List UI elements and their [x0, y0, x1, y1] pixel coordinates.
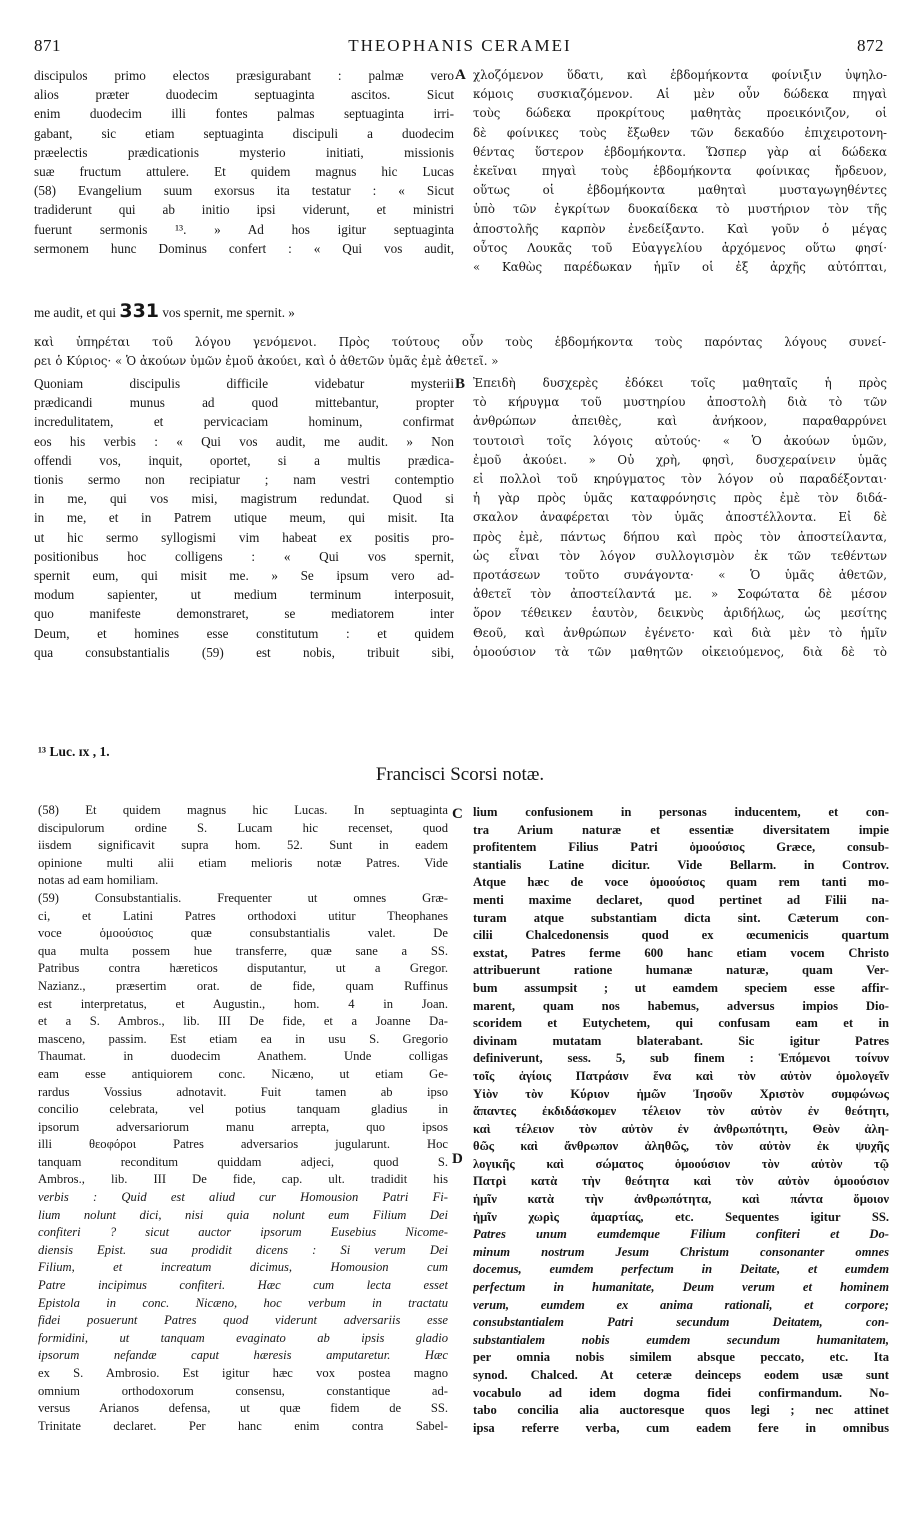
- greek-line: προτάσεων τοῦτο συνάγοντα· « Ὁ ὑμᾶς ἀθετῶν,: [473, 568, 887, 583]
- note-line: confiteri ? sicut auctor ipsorum Eusebius Nicome-: [38, 1225, 448, 1240]
- latin-line: incredulitatem, et pervicaciam hominum, confirmat: [34, 414, 454, 430]
- note-line: notas ad eam homiliam.: [38, 873, 159, 888]
- greek-line: χλοζόμενον ὕδατι, καὶ ἑβδομήκοντα φοίνιξιν ὑψηλο-: [473, 68, 887, 82]
- latin-line: sermonem hunc Dominus confert : « Qui vos audit,: [34, 240, 454, 256]
- note-line: synod. Chalced. At ceteræ deinceps eodem usæ sunt: [473, 1368, 889, 1382]
- note-line: profitentem Filius Patri ὁμοούσιος Græce, consub-: [473, 840, 889, 855]
- note-line: tabo concilia alia auctoresque quos legi ; nec attinet: [473, 1403, 889, 1418]
- note-line: καὶ τέλειον τὸν αὐτὸν ἐν ἀνθρωπότητι, Θεὸν ἀλη-: [473, 1121, 889, 1136]
- section-marker-d: D: [452, 1151, 463, 1167]
- note-line: cilii Chalcedonensis quod ex œcumenicis quartum: [473, 928, 889, 943]
- note-line: concilio celebrata, vel potius tanquam gladius in: [38, 1102, 448, 1117]
- note-line: λογικῆς καὶ σώματος ὁμοούσιον τὸν αὐτὸν τῷ: [473, 1156, 889, 1171]
- latin-line-text: vos spernit, me spernit. »: [162, 305, 295, 320]
- greek-line: καὶ ὑπηρέται τοῦ λόγου γενόμενοι. Πρὸς τούτους οὖν τοὺς ἑβδομήκοντα τοὺς παρόντας λόγους συνεί-: [34, 335, 886, 349]
- greek-line: κόμοις συσκιαζόμενον. Αἱ μὲν οὖν δώδεκα πηγαὶ: [473, 87, 887, 102]
- note-line: Filium, et increatum dicimus, Homousion cum: [38, 1260, 448, 1275]
- greek-line: Θεοῦ, καὶ ἀνθρώπων ἐγένετο· καὶ διὰ μὲν τὸ ἡμῖν: [473, 625, 887, 640]
- section-marker-c: C: [452, 806, 463, 822]
- note-line: illi θεοφόροι Patres adversarios jugularunt. Hoc: [38, 1137, 448, 1152]
- latin-line-text: me audit, et qui: [34, 305, 117, 320]
- greek-line: Ἐπειδὴ δυσχερὲς ἐδόκει τοῖς μαθηταῖς ἡ πρὸς: [473, 376, 887, 390]
- running-title: THEOPHANIS CERAMEI: [348, 36, 572, 55]
- note-line: bum assumpsit ; ut eamdem speciem esse affir-: [473, 980, 889, 995]
- section-marker-b: B: [455, 376, 466, 392]
- note-line: tra Arium naturæ et essentiæ diversitatem impie: [473, 822, 889, 837]
- note-line: exstat, Patres ferme 600 hanc etiam vocem Christo: [473, 945, 889, 960]
- greek-line: ὡς εἶναι τὸν λόγον συλλογισμὸν ἐκ τῶν τεθέντων: [473, 548, 887, 563]
- latin-line: modum sapienter, ut medium terminum interposuit,: [34, 587, 454, 603]
- greek-line: ἡ γὰρ πρὸς ὑμᾶς καταφρόνησις πρὸς ἐμὲ τὸν διδά-: [473, 491, 887, 506]
- latin-column-a-last-line: [34, 302, 454, 322]
- greek-line: τὸ κήρυγμα τοῦ μυστηρίου ἀποστολὴ διὰ τὸ τῶν: [473, 395, 887, 410]
- note-line: opinione multi alii etiam melioris notæ Patres. Vide: [38, 855, 448, 870]
- greek-line: οὕτως οἱ ἑβδομήκοντα μαθηταὶ μυσταγωγηθέντες: [473, 183, 887, 198]
- note-line: Thaumat. in duodecim Anathem. Unde colligas: [38, 1049, 448, 1064]
- note-line: Patre incipimus confiteri. Hæc cum lecta esset: [38, 1278, 448, 1293]
- note-line: Atque hæc de voce ὁμοούσιος quam rem tanti mo-: [473, 875, 889, 890]
- left-page-number: 871: [34, 36, 61, 55]
- note-line: substantialem nobis eumdem secundum humanitatem,: [473, 1332, 889, 1347]
- note-line: Patres unum eumdemque Filium confiteri et Do-: [473, 1227, 889, 1242]
- greek-line: οὗτος Λουκᾶς τοῦ Εὐαγγελίου ἀρχόμενος οὕτω φησί·: [473, 240, 887, 255]
- note-line: definiverunt, sess. 5, sub finem : Ἑπόμενοι τοίνυν: [473, 1051, 889, 1066]
- note-line: (58) Et quidem magnus hic Lucas. In septuaginta: [38, 803, 448, 817]
- latin-line: (58) Evangelium suum exorsus ita testatur : « Sicut: [34, 183, 454, 199]
- note-line: vocabulo ad idem dogma fidei confirmandum. No-: [473, 1385, 889, 1400]
- note-line: ipsorum adversariorum manu arrepta, quo ipsos: [38, 1119, 448, 1134]
- note-line: lium nolunt dici, nisi quia nolunt eum Filium Dei: [38, 1207, 448, 1222]
- note-line: turam atque substantiam dicta sint. Cæterum con-: [473, 910, 889, 925]
- greek-line: σκαλον ἀναφέρεται τὸν ὑμᾶς ἀποστέλλοντα. Εἰ δὲ: [473, 510, 887, 525]
- greek-line: ὑπὸ τῶν ἐγκρίτων δυοκαίδεκα τὸ μυστήριον τὸν τῆς: [473, 202, 887, 217]
- note-line: tanquam reconditum quiddam adjeci, quod S.: [38, 1154, 448, 1169]
- note-line: versus Arianos defensa, ut quæ fidem de SS.: [38, 1401, 448, 1416]
- note-line: Υἱὸν τὸν Κύριον ἡμῶν Ἰησοῦν Χριστὸν συμφώνως: [473, 1086, 889, 1101]
- note-line: est interpretatus, et Augustin., hom. 4 in Joan.: [38, 996, 448, 1011]
- note-line: attribuerunt ratione humanæ naturæ, quam Ver-: [473, 963, 889, 978]
- greek-line: τουτοισὶ τοῖς λόγοις αὐτούς· « Ὁ ἀκούων ὑμῶν,: [473, 433, 887, 448]
- greek-line: ὁμοούσιον τὰ τῶν μαθητῶν οἰκειούμενος, διὰ δὲ τὸ: [473, 644, 887, 659]
- note-line: voce ὁμοούσιος quæ consubstantialis valet. De: [38, 926, 448, 941]
- greek-column-a: [473, 66, 887, 277]
- note-line: verbis : Quid est aliud cur Homousion Patri Fi-: [38, 1190, 448, 1205]
- note-line: divinam mutatam blaterabant. Sic igitur Patres: [473, 1033, 889, 1048]
- notes-left-column: [38, 802, 448, 1435]
- greek-full-width-block: [34, 333, 886, 371]
- greek-line: ἐμοῦ ἀκούει. » Οὐ χρὴ, φησὶ, δυσχεραίνειν ὑμᾶς: [473, 452, 887, 467]
- note-line: masceno, passim. Est etiam ea in usu S. Gregorio: [38, 1031, 448, 1046]
- note-line: Patribus contra hæreticos disputantur, ut a Gregor.: [38, 961, 448, 976]
- latin-line: ut hic sermo syllogismi vim habeat ex positis pro-: [34, 529, 454, 545]
- latin-line: discipulos primo electos præsigurabant : palmæ vero: [34, 68, 454, 83]
- greek-line: ἀνθρώπων ἀπειθὲς, καὶ ἀνήκοον, παραθαρρύνει: [473, 414, 887, 429]
- latin-column-a: [34, 66, 454, 258]
- note-line: verum, eumdem ex anima rationali, et corpore;: [473, 1297, 889, 1312]
- note-line: (59) Consubstantialis. Frequenter ut omnes Græ-: [38, 890, 448, 905]
- note-line: ci, et Latini Patres orthodoxi utitur Theophanes: [38, 908, 448, 923]
- note-line: ἅπαντες ἐκδιδάσκομεν τέλειον τὸν αὐτὸν ἐν θεότητι,: [473, 1104, 889, 1119]
- note-line: ἡμῖν κατὰ τὴν ἀνθρωπότητα, καὶ πάντα ὅμοιον: [473, 1192, 889, 1207]
- greek-line: ὅρον τέθεικεν ἑαυτὸν, δεικνὺς ἀριδήλως, ὡς μεσίτης: [473, 606, 887, 621]
- latin-line: qua consubstantialis (59) est nobis, tribuit sibi,: [34, 644, 454, 660]
- latin-line: suæ fructum attulere. Et quidem magnus hic Lucas: [34, 164, 454, 180]
- note-line: lium confusionem in personas inducentem, et con-: [473, 805, 889, 819]
- latin-line: Quoniam discipulis difficile videbatur mysterii: [34, 376, 454, 391]
- latin-line: spernit eum, qui misit me. » Se ipsum vero ad-: [34, 568, 454, 584]
- latin-line: in me, qui vos misi, magistrum redundat. Quod si: [34, 491, 454, 507]
- note-line: docemus, eumdem perfectum in Deitate, et eumdem: [473, 1262, 889, 1277]
- note-line: diensis Epist. sua prodidit dicens : Si verum Dei: [38, 1242, 448, 1257]
- notes-right-column: [473, 804, 889, 1437]
- notes-title: Francisci Scorsi notæ.: [375, 764, 545, 785]
- latin-line: Deum, et homines esse constitutum : et quidem: [34, 625, 454, 641]
- note-line: scoridem et Eutychetem, qui confusam eam et in: [473, 1016, 889, 1031]
- note-line: θῶς καὶ ἄνθρωπον ἀληθῶς, τὸν αὐτὸν ἐκ ψυχῆς: [473, 1139, 889, 1154]
- note-line: menti maxime declaret, quod pertinet ad Filii na-: [473, 892, 889, 907]
- section-marker-a: A: [455, 67, 466, 83]
- latin-line: fuerunt sermonis ¹³. » Ad hos igitur septuaginta: [34, 221, 454, 237]
- greek-line: ρει ὁ Κύριος· « Ὁ ἀκούων ὑμῶν ἐμοῦ ἀκούει, καὶ ὁ ἀθετῶν ὑμᾶς ἐμὲ ἀθετεῖ. »: [34, 354, 499, 368]
- greek-line: θέντας ὕστερον ἑβδομήκοντα. Ὥσπερ γὰρ αἱ δώδεκα: [473, 144, 887, 159]
- note-line: ipsa referre verba, cum eadem fere in omnibus: [473, 1420, 889, 1435]
- greek-line: δὲ φοίνικες τοὺς ἔξωθεν τῶν δεκαδύο ἐπιχειροτονη-: [473, 125, 887, 140]
- latin-line: præelectis prædicationis mysterio initiati, missionis: [34, 144, 454, 160]
- latin-line: quo manifeste demonstraret, se mediatorem inter: [34, 606, 454, 622]
- note-line: omnium orthodoxorum consensu, constantique ad-: [38, 1383, 448, 1398]
- greek-line: τοὺς δώδεκα προκρίτους μαθητὰς προεικόνιζον, οἱ: [473, 106, 887, 121]
- note-line: consubstantialem Patri secundum Deitatem, con-: [473, 1315, 889, 1330]
- note-line: fidei posuerunt Patres quod viderunt adversariis esse: [38, 1313, 448, 1328]
- latin-line: gabant, sic etiam septuaginta discipuli a duodecim: [34, 125, 454, 141]
- note-line: iisdem significavit supra hom. 52. Sunt in eadem: [38, 838, 448, 853]
- latin-line: eos his verbis : « Qui vos audit, me audit. » Non: [34, 433, 454, 449]
- latin-line: enim duodecim illi fontes palmas septuaginta irri-: [34, 106, 454, 122]
- note-line: formidini, ut tanquam evaginato ab ipsis gladio: [38, 1330, 448, 1345]
- latin-line: alios præter duodecim septuaginta ascitos. Sicut: [34, 87, 454, 103]
- note-line: ἡμῖν χωρὶς ἁμαρτίας, etc. Sequentes igitur SS.: [473, 1209, 889, 1224]
- latin-line: prædicandi munus ad quod mittebantur, propter: [34, 395, 454, 411]
- note-line: per omnia nobis similem absque peccato, etc. Ita: [473, 1350, 889, 1365]
- note-line: Ambros., lib. III De fide, cap. ult. tradidit his: [38, 1172, 448, 1187]
- note-line: et a S. Ambros., lib. III De fide, et a Joanne Da-: [38, 1014, 448, 1029]
- note-line: Nazianz., præsertim orat. de fide, quam Ruffinus: [38, 978, 448, 993]
- footnote: ¹³ Luc. ɪx , 1.: [38, 744, 110, 759]
- greek-line: πρὸς ἐμὲ, πάντως δήπου καὶ πρὸς τὸν ἀποστείλαντα,: [473, 529, 887, 544]
- note-line: qua multa possem hue transferre, quæ sane a SS.: [38, 943, 448, 958]
- note-line: Πατρὶ κατὰ τὴν θεότητα καὶ τὸν αὐτὸν ὁμοούσιον: [473, 1174, 889, 1189]
- latin-line: offendi vos, inquit, oportet, si a multis prædica-: [34, 452, 454, 468]
- inline-page-number: 331: [119, 302, 160, 322]
- note-line: eam esse antiquiorem conc. Nicæno, ut etiam Ge-: [38, 1066, 448, 1081]
- note-line: stantialis Latine dicitur. Vide Bellarm. in Controv.: [473, 857, 889, 872]
- note-line: τοῖς ἁγίοις Πατράσιν ἕνα καὶ τὸν αὐτὸν ὁμολογεῖν: [473, 1068, 889, 1083]
- note-line: discipulorum ordine S. Lucam hic recenset, quod: [38, 820, 448, 835]
- note-line: Trinitate declaret. Per hanc enim contra Sabel-: [38, 1418, 448, 1433]
- latin-line: tradiderunt qui ab initio ipsi viderunt, et ministri: [34, 202, 454, 218]
- note-line: minum nostrum Jesum Christum consonanter omnes: [473, 1244, 889, 1259]
- latin-line: tionis sermo non recipiatur ; nam vestri contemptio: [34, 472, 454, 488]
- note-line: rardus Vossius adnotavit. Fuit tamen ab ipso: [38, 1084, 448, 1099]
- greek-column-b: [473, 374, 887, 662]
- greek-line: « Καθὼς παρέδωκαν ἡμῖν οἱ ἐξ ἀρχῆς αὐτόπται,: [473, 260, 887, 275]
- latin-line: in me, et in Patrem utique meum, qui misit. Ita: [34, 510, 454, 526]
- note-line: Epistola in conc. Nicæno, hoc verbum in tractatu: [38, 1295, 448, 1310]
- right-page-number: 872: [857, 36, 884, 55]
- note-line: perfectum in humanitate, Deum verum et hominem: [473, 1280, 889, 1295]
- note-line: ipsorum nefandæ caput hæresis amputaretur. Hæc: [38, 1348, 448, 1363]
- greek-line: εἰ πολλοὶ τοῦ κηρύγματος τὸν λόγον οὐ παραδέξονται·: [473, 472, 887, 487]
- note-line: ex S. Ambrosio. Est igitur hæc vox postea magno: [38, 1366, 448, 1380]
- greek-line: ἐκεῖναι πηγαὶ τοὺς ἑβδομήκοντα φοίνικας ἤρδευον,: [473, 164, 887, 179]
- note-line: marent, quam nos habemus, adversus impios Dio-: [473, 998, 889, 1013]
- latin-column-b: [34, 374, 454, 662]
- greek-line: ἀθετεῖ τὸν ἀποστείλαντά με. » Σοφώτατα δὲ μέσον: [473, 587, 887, 602]
- latin-line: positionibus hoc colligens : « Qui vos spernit,: [34, 548, 454, 564]
- greek-line: ἀποστολῆς καρπὸν ἐνεδείξαντο. Καὶ γοῦν ὁ μέγας: [473, 221, 887, 236]
